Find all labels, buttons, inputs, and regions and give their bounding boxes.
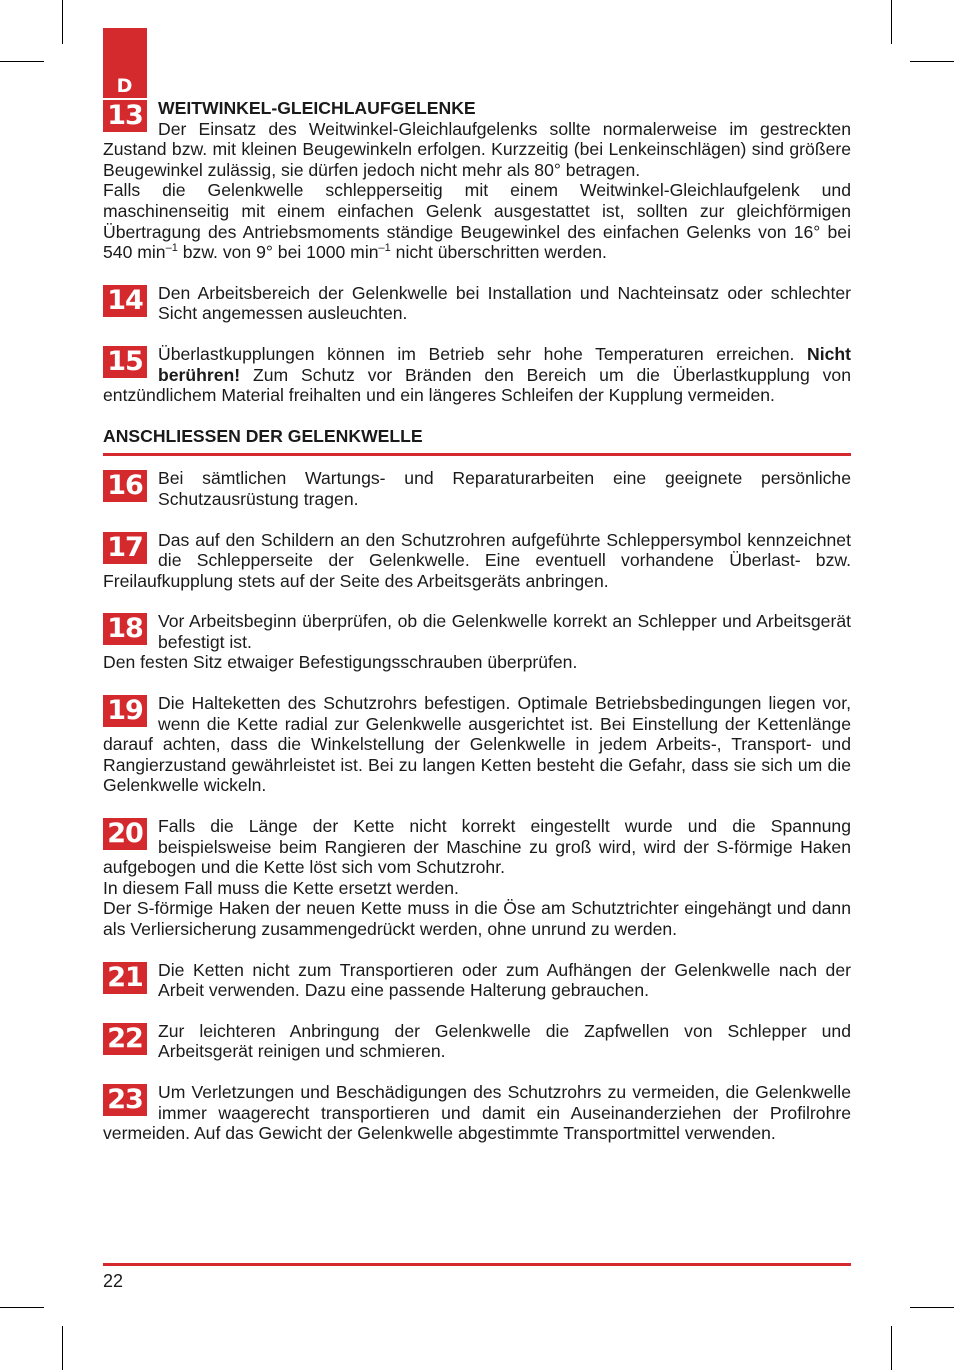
- crop-mark: [62, 0, 63, 44]
- section-heading: ANSCHLIESSEN DER GELENKWELLE: [103, 426, 851, 457]
- item-text: Überlastkupplungen können im Betrieb sehr hohe Temperaturen erreichen.: [158, 343, 808, 364]
- item-text: Das auf den Schildern an den Schutzrohren aufgeführte Schleppersymbol kennzeichnet die Schlepperseite der Gelenkwelle. Eine eventuell vorhandene Überlast- bzw. Freilaufkupplung stets auf der Seite des Arbeitsgeräts anbringen.: [103, 529, 851, 591]
- item-text: Bei sämtlichen Wartungs- und Reparaturarbeiten eine geeignete persönliche Schutzausrüstung tragen.: [158, 468, 851, 509]
- item-text: Zum Schutz vor Bränden den Bereich um die Überlastkupplung von entzündlichem Material freihalten und ein längeres Schleifen der Kupplung vermeiden.: [103, 364, 851, 406]
- item-text: Den festen Sitz etwaiger Befestigungsschrauben überprüfen.: [103, 652, 578, 673]
- item-number-badge: 17: [103, 532, 147, 564]
- item-number-badge: 16: [103, 470, 147, 502]
- item-number-badge: 13: [103, 100, 147, 132]
- item-18: [103, 611, 851, 673]
- item-13: [103, 98, 851, 263]
- item-text: Die Halteketten des Schutzrohrs befestigen. Optimale Betriebsbedingungen liegen vor, wenn die Kette radial zur Gelenkwelle ausgerichtet ist. Bei Einstellung der Kettenlänge darauf achten, dass die Winkelstellung der Gelenkwelle in jedem Arbeits-, Transport- und Rangierzustand gewährleistet ist. Bei zu langen Ketten besteht die Gefahr, dass sie sich um die Gelenkwelle wickeln.: [103, 693, 851, 796]
- crop-mark: [910, 1307, 954, 1308]
- crop-mark: [0, 61, 44, 62]
- item-14: [103, 283, 851, 324]
- language-tab: D: [103, 28, 147, 98]
- item-text: Den Arbeitsbereich der Gelenkwelle bei Installation und Nachteinsatz oder schlechter Sicht angemessen ausleuchten.: [158, 282, 851, 324]
- page-content: [103, 98, 851, 1144]
- superscript: –1: [165, 242, 178, 255]
- item-text: Vor Arbeitsbeginn überprüfen, ob die Gelenkwelle korrekt an Schlepper und Arbeitsgerät befestigt ist.: [158, 611, 851, 652]
- footer-divider: [103, 1263, 851, 1266]
- page-number: 22: [103, 1271, 124, 1291]
- item-text: In diesem Fall muss die Kette ersetzt werden.: [103, 877, 459, 898]
- item-19: [103, 693, 851, 796]
- item-number-badge: 20: [103, 818, 147, 850]
- warning-text: Nicht berühren!: [158, 343, 851, 385]
- item-16: [103, 468, 851, 509]
- superscript: –1: [378, 242, 391, 255]
- item-text: Der S-förmige Haken der neuen Kette muss in die Öse am Schutztrichter eingehängt und dann als Verliersicherung zusammengedrückt werden, ohne unrund zu werden.: [103, 898, 851, 939]
- item-21: [103, 960, 851, 1001]
- item-15: [103, 344, 851, 406]
- item-text: Um Verletzungen und Beschädigungen des Schutzrohrs zu vermeiden, die Gelenkwelle immer waagerecht transportieren und damit ein Auseinanderziehen der Profilrohre vermeiden. Auf das Gewicht der Gelenkwelle abgestimmte Transportmittel verwenden.: [103, 1081, 851, 1144]
- item-text: Der Einsatz des Weitwinkel-Gleichlaufgelenks sollte normalerweise im gestreckten Zustand bzw. mit kleinen Beugewinkeln erfolgen. Kurzzeitig (bei Lenkeinschlägen) sind größere Beugewinkel zulässig, sie dürfen jedoch nicht mehr als 80° betragen.: [103, 118, 851, 180]
- item-number-badge: 18: [103, 613, 147, 645]
- crop-mark: [910, 61, 954, 62]
- item-number-badge: 19: [103, 695, 147, 727]
- item-number-badge: 14: [103, 285, 147, 317]
- item-text: Die Ketten nicht zum Transportieren oder zum Aufhängen der Gelenkwelle nach der Arbeit verwenden. Dazu eine passende Halterung gebrauchen.: [158, 959, 851, 1001]
- item-number-badge: 21: [103, 962, 147, 994]
- item-number-badge: 23: [103, 1084, 147, 1116]
- item-text: Falls die Länge der Kette nicht korrekt eingestellt wurde und die Spannung beispielsweise beim Rangieren der Maschine zu groß wird, wird der S-förmige Haken aufgebogen und die Kette löst sich vom Schutzrohr.: [103, 816, 851, 878]
- item-17: [103, 530, 851, 592]
- item-title: WEITWINKEL-GLEICHLAUFGELENKE: [158, 98, 476, 118]
- item-22: [103, 1021, 851, 1062]
- item-20: [103, 816, 851, 940]
- crop-mark: [891, 1326, 892, 1370]
- item-number-badge: 22: [103, 1023, 147, 1055]
- item-number-badge: 15: [103, 346, 147, 378]
- item-text: Falls die Gelenkwelle schlepperseitig mit einem Weitwinkel-Gleichlaufgelenk und maschinenseitig mit einem einfachen Gelenk ausgestattet ist, sollten zur gleichförmigen Übertragung des Antriebsmoments ständige Beugewinkel des einfachen Gelenks von 16° bei 540 $\min^{-1}$ bzw. von 9° bei 1000 $\min^{-1}$ nicht überschritten werden.: [103, 180, 851, 263]
- crop-mark: [891, 0, 892, 44]
- crop-mark: [0, 1307, 44, 1308]
- crop-mark: [62, 1326, 63, 1370]
- item-23: [103, 1082, 851, 1144]
- item-text: Zur leichteren Anbringung der Gelenkwelle die Zapfwellen von Schlepper und Arbeitsgerät reinigen und schmieren.: [158, 1020, 851, 1062]
